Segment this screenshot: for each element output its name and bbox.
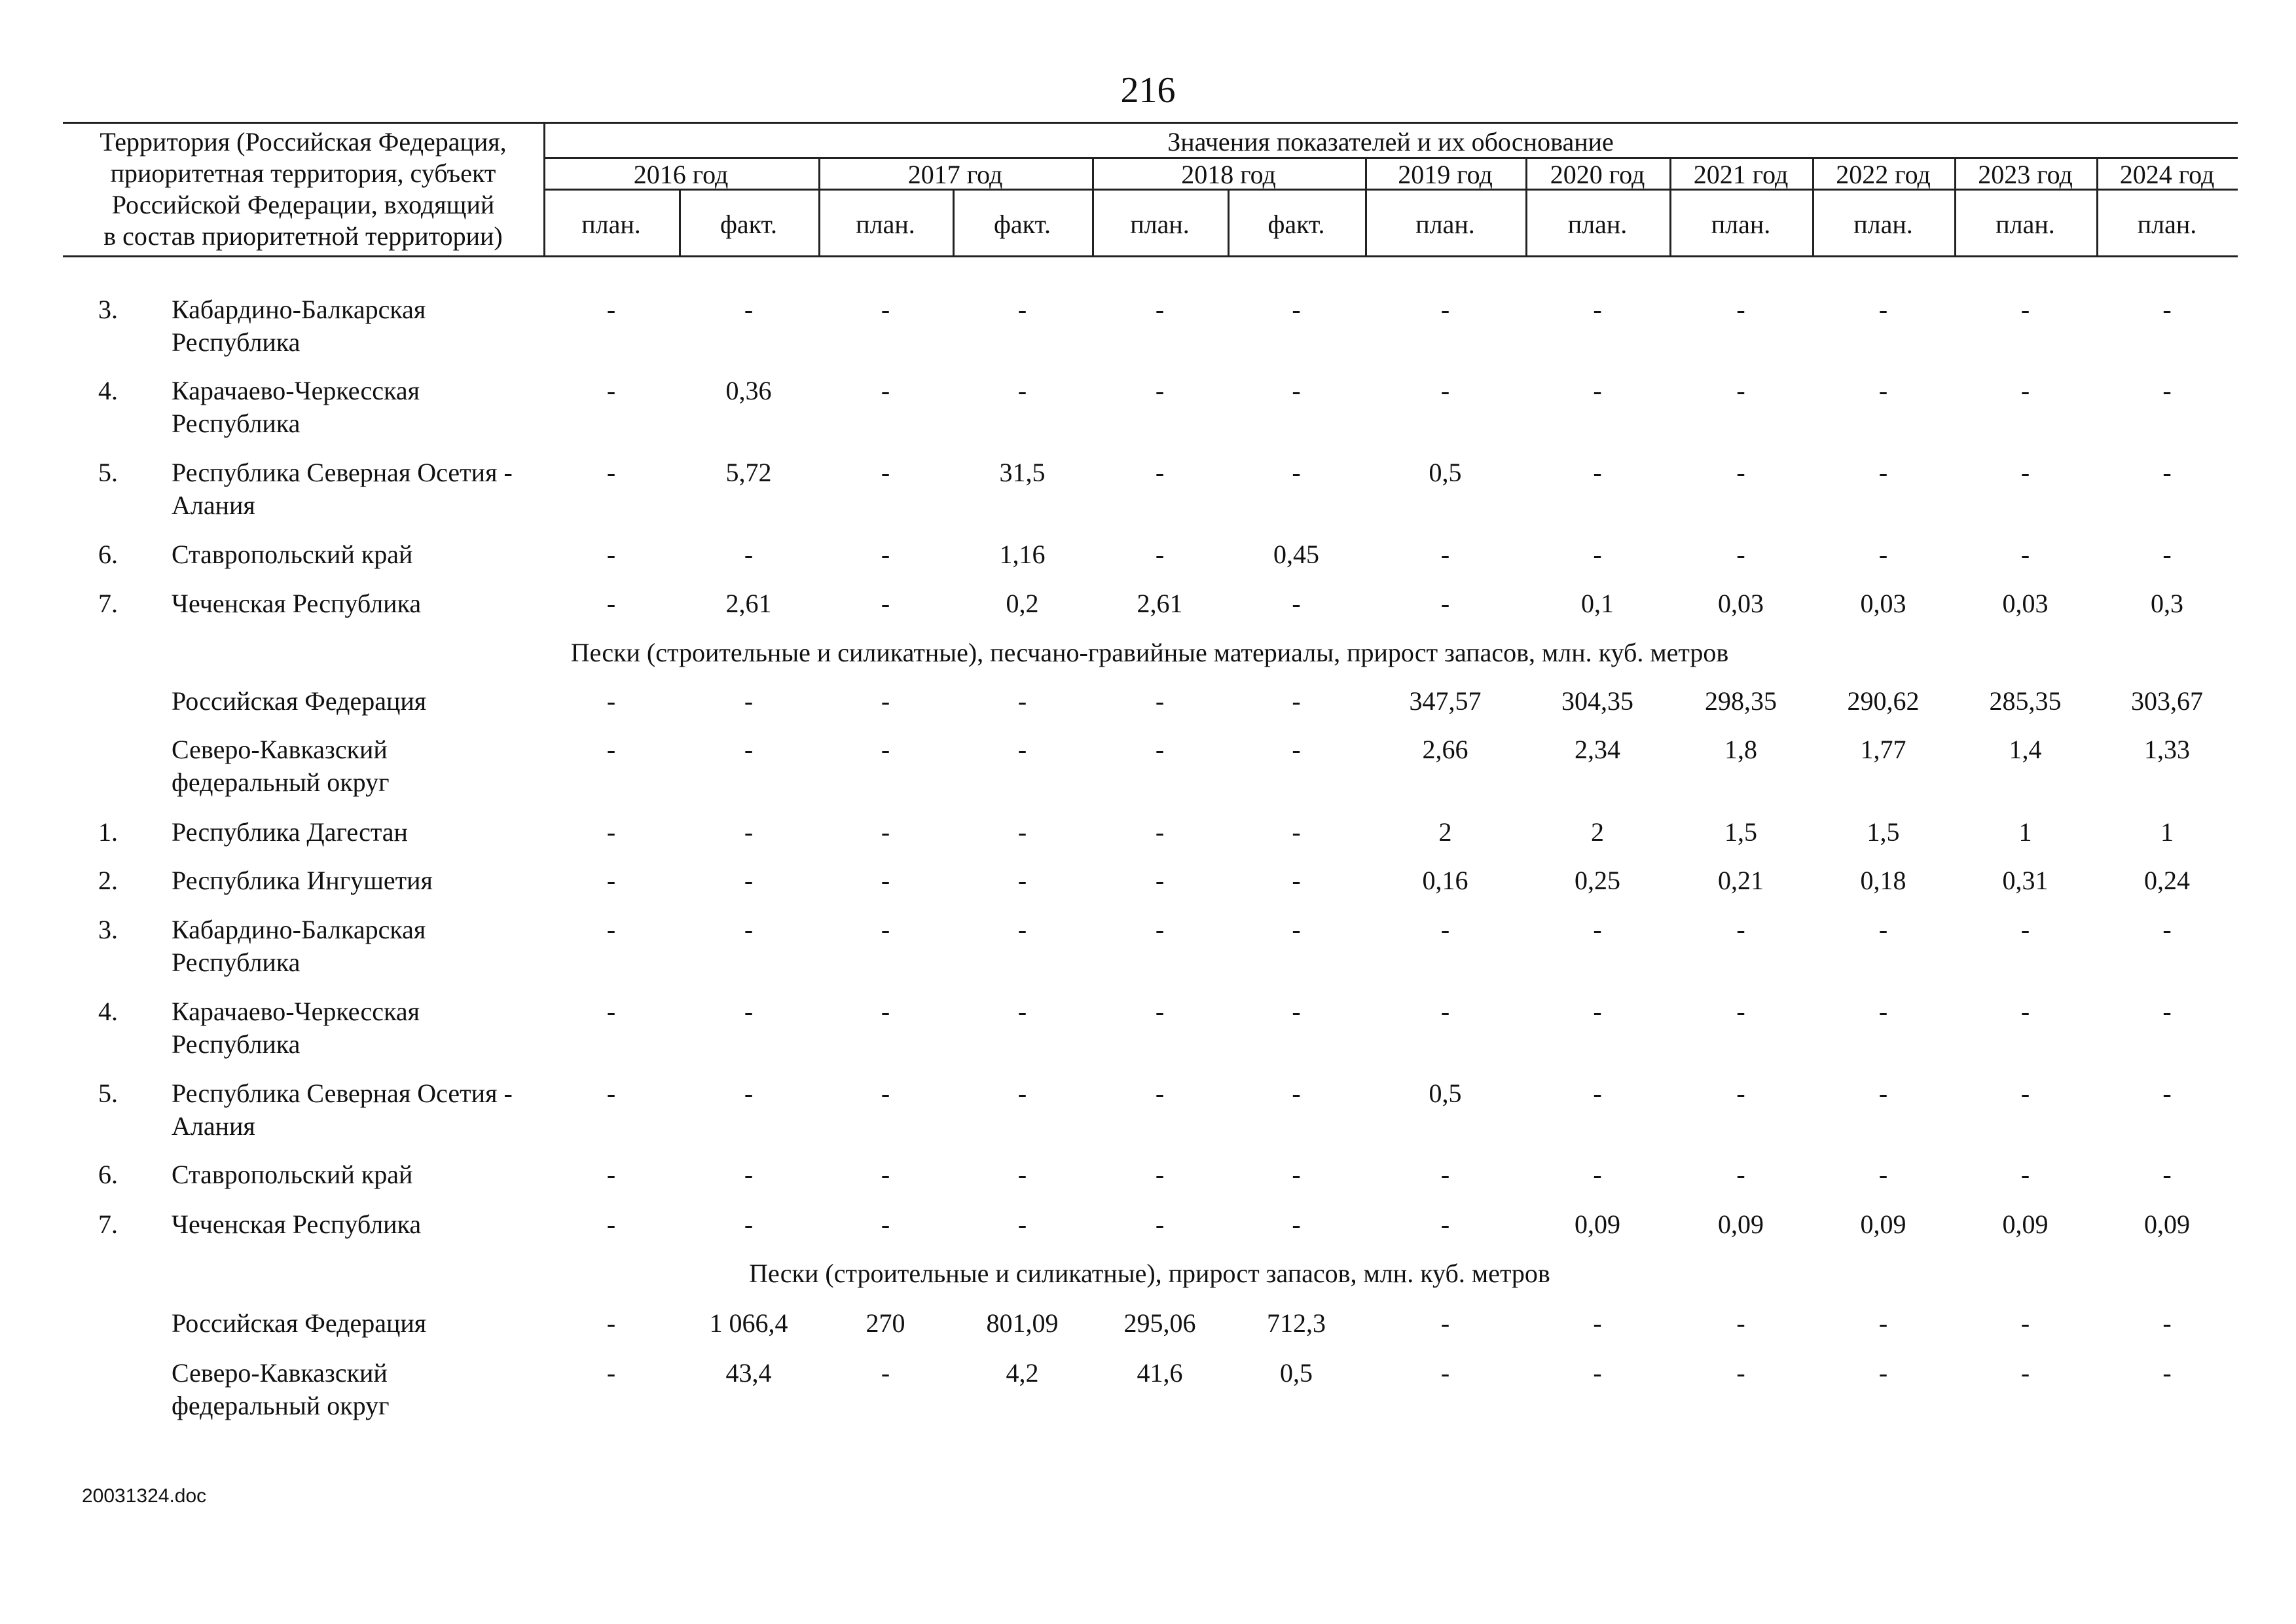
value-cell: - [1292,589,1301,618]
territory-name: федеральный округ [172,767,390,797]
value-cell: - [744,735,754,764]
value-cell: - [1292,295,1301,324]
value-cell: 5,72 [725,458,772,487]
value-cell: 270 [866,1308,905,1338]
value-cell: - [606,735,616,764]
value-cell: - [1878,1079,1888,1108]
row-number: 4. [98,997,118,1026]
value-cell: - [1593,295,1602,324]
territory-name: Алания [172,490,255,520]
value-cell: 801,09 [986,1308,1059,1338]
value-cell: 1,16 [999,540,1046,569]
value-cell: - [881,915,890,944]
value-cell: - [2020,295,2030,324]
value-cell: - [1017,997,1027,1026]
value-cell: - [1593,1358,1602,1388]
value-cell: 298,35 [1705,686,1777,716]
row-number: 2. [98,866,118,895]
value-cell: 31,5 [999,458,1046,487]
value-cell: - [606,1079,616,1108]
value-cell: - [2162,458,2172,487]
value-cell: 2 [1438,817,1452,847]
value-cell: - [881,458,890,487]
value-cell: - [1155,1209,1165,1239]
value-cell: - [744,686,754,716]
row-number: 5. [98,1079,118,1108]
value-cell: - [1292,1209,1301,1239]
value-cell: 1,8 [1724,735,1757,764]
territory-name: Алания [172,1111,255,1141]
value-cell: - [2162,915,2172,944]
value-cell: 0,03 [2002,589,2049,618]
row-number: 7. [98,589,118,618]
value-cell: - [1878,540,1888,569]
page-number: 216 [1120,70,1176,111]
territory-name: Чеченская Республика [172,1209,422,1239]
territory-name: Чеченская Республика [172,589,422,618]
value-cell: 0,36 [725,376,772,405]
value-cell: - [1155,1079,1165,1108]
value-cell: - [606,1160,616,1189]
year-header: 2018 год [1181,160,1276,189]
territory-name: Республика Северная Осетия - [172,1079,513,1108]
territory-name: Республика Дагестан [172,817,408,847]
value-cell: - [744,997,754,1026]
value-cell: - [1878,915,1888,944]
value-cell: 0,09 [1860,1209,1906,1239]
value-cell: 0,25 [1575,866,1620,895]
value-cell: - [2020,376,2030,405]
value-cell: 2 [1591,817,1604,847]
row-number: 6. [98,540,118,569]
territory-name: Кабардино-Балкарская [172,915,426,944]
section-heading: Пески (строительные и силикатные), прирост запасов, млн. куб. метров [749,1259,1550,1288]
value-cell: 290,62 [1847,686,1920,716]
value-cell: - [1878,1160,1888,1189]
value-cell: - [1292,735,1301,764]
value-cell: 0,16 [1422,866,1468,895]
value-cell: 1,5 [1724,817,1757,847]
value-cell: - [1017,1160,1027,1189]
value-cell: - [2020,1308,2030,1338]
value-cell: - [1292,915,1301,944]
value-cell: 304,35 [1561,686,1633,716]
value-cell: - [1155,540,1165,569]
value-cell: 0,03 [1718,589,1764,618]
value-cell: - [881,1079,890,1108]
value-cell: - [744,1209,754,1239]
value-cell: - [881,866,890,895]
subcol-header: план. [1853,210,1913,239]
row-number: 3. [98,295,118,324]
value-cell: - [606,376,616,405]
subcol-header: план. [1130,210,1190,239]
territory-header-line: в состав приоритетной территории) [103,221,503,251]
value-cell: - [606,997,616,1026]
section-heading: Пески (строительные и силикатные), песчано-гравийные материалы, прирост запасов, млн. куб. метров [570,638,1729,667]
value-cell: - [1593,915,1602,944]
value-cell: - [2162,295,2172,324]
value-cell: - [2162,1308,2172,1338]
value-cell: - [2020,1079,2030,1108]
value-cell: - [1155,295,1165,324]
subcol-header: факт. [1267,210,1325,239]
value-cell: - [1736,1308,1745,1338]
value-cell: - [606,915,616,944]
value-cell: 0,24 [2144,866,2190,895]
value-cell: - [1593,1160,1602,1189]
value-cell: 0,09 [1718,1209,1764,1239]
value-cell: - [2162,1160,2172,1189]
territory-name: Ставропольский край [172,540,413,569]
row-number: 4. [98,376,118,405]
value-cell: 0,31 [2002,866,2049,895]
value-cell: - [744,1079,754,1108]
value-cell: 2,34 [1575,735,1620,764]
territory-name: Республика Северная Осетия - [172,458,513,487]
value-cell: - [1292,686,1301,716]
year-header: 2019 год [1398,160,1493,189]
territory-name: Карачаево-Черкесская [172,997,420,1026]
subcol-header: план. [1415,210,1475,239]
subcol-header: план. [2137,210,2197,239]
value-cell: 0,21 [1718,866,1764,895]
value-cell: - [1593,376,1602,405]
value-cell: - [744,866,754,895]
value-cell: - [2162,1358,2172,1388]
value-cell: 1,4 [2009,735,2042,764]
value-cell: 0,03 [1860,589,1906,618]
row-number: 7. [98,1209,118,1239]
value-cell: - [881,997,890,1026]
value-cell: - [2020,1358,2030,1388]
value-cell: 347,57 [1409,686,1482,716]
value-cell: 1 066,4 [709,1308,788,1338]
value-cell: 2,66 [1422,735,1468,764]
value-cell: - [881,376,890,405]
value-cell: 43,4 [725,1358,772,1388]
value-cell: 0,09 [2144,1209,2190,1239]
value-cell: 303,67 [2131,686,2203,716]
value-cell: - [881,686,890,716]
value-cell: 0,45 [1273,540,1319,569]
value-cell: - [1736,376,1745,405]
value-cell: - [881,540,890,569]
value-cell: - [1292,1079,1301,1108]
value-cell: - [881,295,890,324]
value-cell: - [606,1209,616,1239]
value-cell: - [1440,1209,1450,1239]
value-cell: - [881,735,890,764]
value-cell: - [1155,735,1165,764]
year-header: 2023 год [1978,160,2073,189]
row-number: 5. [98,458,118,487]
value-cell: - [1440,376,1450,405]
value-cell: - [606,458,616,487]
value-cell: - [744,295,754,324]
row-number: 1. [98,817,118,847]
value-cell: - [2162,1079,2172,1108]
value-cell: - [606,817,616,847]
value-cell: - [2020,540,2030,569]
value-cell: 1,33 [2144,735,2190,764]
value-cell: 0,1 [1581,589,1614,618]
value-cell: - [2162,540,2172,569]
value-cell: 4,2 [1006,1358,1039,1388]
year-header: 2017 год [907,160,1003,189]
value-cell: - [1878,1358,1888,1388]
territory-name: Республика [172,327,301,357]
territory-name: Республика [172,1029,301,1059]
territory-name: Российская Федерация [172,686,427,716]
value-cell: - [1155,817,1165,847]
value-cell: 1 [2160,817,2174,847]
territory-header-line: Территория (Российская Федерация, [100,127,507,157]
value-cell: - [1736,915,1745,944]
value-cell: 1,77 [1860,735,1906,764]
value-cell: 285,35 [1989,686,2062,716]
value-cell: 2,61 [725,589,772,618]
value-cell: - [744,817,754,847]
value-cell: - [1017,376,1027,405]
value-cell: - [744,540,754,569]
value-cell: - [1017,1079,1027,1108]
value-cell: - [744,915,754,944]
value-cell: - [1292,866,1301,895]
header-bottom-rule [63,255,2238,257]
values-title: Значения показателей и их обоснование [1167,127,1614,157]
value-cell: - [1878,295,1888,324]
value-cell: - [606,1358,616,1388]
value-cell: - [1593,997,1602,1026]
value-cell: 0,3 [2151,589,2183,618]
value-cell: 1 [2018,817,2032,847]
year-header: 2024 год [2119,160,2215,189]
value-cell: - [881,817,890,847]
value-cell: - [881,589,890,618]
value-cell: - [1593,1308,1602,1338]
value-cell: - [1440,1308,1450,1338]
value-cell: - [1017,866,1027,895]
value-cell: - [1017,1209,1027,1239]
territory-name: Республика Ингушетия [172,866,433,895]
value-cell: - [1593,1079,1602,1108]
value-cell: - [1736,540,1745,569]
territory-name: Ставропольский край [172,1160,413,1189]
subcol-header: план. [1711,210,1771,239]
year-header: 2021 год [1693,160,1789,189]
value-cell: - [1440,1160,1450,1189]
territory-header-line: приоритетная территория, субъект [110,158,496,188]
value-cell: 0,5 [1429,458,1462,487]
value-cell: - [1292,458,1301,487]
value-cell: - [1736,458,1745,487]
value-cell: - [1878,376,1888,405]
value-cell: 0,18 [1860,866,1906,895]
value-cell: - [1017,817,1027,847]
value-cell: - [606,540,616,569]
value-cell: - [1736,997,1745,1026]
territory-name: Карачаево-Черкесская [172,376,420,405]
value-cell: 295,06 [1123,1308,1196,1338]
value-cell: - [1292,1160,1301,1189]
territory-name: Северо-Кавказский [172,1358,388,1388]
row-number: 6. [98,1160,118,1189]
value-cell: - [1017,295,1027,324]
value-cell: - [1292,997,1301,1026]
subcol-header: факт. [993,210,1051,239]
value-cell: 0,09 [2002,1209,2049,1239]
territory-header-line: Российской Федерации, входящий [111,190,495,219]
territory-name: Республика [172,409,301,438]
value-cell: - [1440,997,1450,1026]
value-cell: - [2162,997,2172,1026]
value-cell: - [2020,915,2030,944]
subcol-header: план. [856,210,915,239]
year-header: 2022 год [1836,160,1931,189]
value-cell: - [606,589,616,618]
value-cell: - [1292,817,1301,847]
value-cell: - [1736,1079,1745,1108]
value-cell: - [606,866,616,895]
value-cell: - [881,1358,890,1388]
value-cell: - [1593,458,1602,487]
value-cell: - [1440,295,1450,324]
value-cell: - [1155,376,1165,405]
territory-name: Республика [172,948,301,977]
value-cell: 1,5 [1867,817,1900,847]
value-cell: - [2020,997,2030,1026]
value-cell: - [1593,540,1602,569]
value-cell: 0,5 [1429,1079,1462,1108]
value-cell: 2,61 [1137,589,1183,618]
subcol-header: факт. [720,210,778,239]
value-cell: - [2020,1160,2030,1189]
territory-name: Северо-Кавказский [172,735,388,764]
value-cell: 712,3 [1267,1308,1326,1338]
value-cell: - [1017,735,1027,764]
value-cell: - [606,1308,616,1338]
value-cell: - [881,1160,890,1189]
value-cell: - [1736,1160,1745,1189]
subcol-divider [953,189,955,255]
value-cell: - [1155,1160,1165,1189]
value-cell: - [1878,458,1888,487]
territory-name: Российская Федерация [172,1308,427,1338]
territory-name: Кабардино-Балкарская [172,295,426,324]
value-cell: 0,09 [1575,1209,1620,1239]
document-filename: 20031324.doc [82,1485,207,1507]
value-cell: - [1155,686,1165,716]
subcol-header: план. [1567,210,1628,239]
territory-name: федеральный округ [172,1391,390,1420]
subcol-header: план. [1995,210,2055,239]
value-cell: - [1292,376,1301,405]
value-cell: - [1736,295,1745,324]
value-cell: - [1878,997,1888,1026]
value-cell: - [1440,589,1450,618]
value-cell: - [1017,686,1027,716]
row-number: 3. [98,915,118,944]
value-cell: - [1440,540,1450,569]
subcol-divider [679,189,681,255]
value-cell: - [1155,866,1165,895]
value-cell: - [744,1160,754,1189]
value-cell: - [606,686,616,716]
value-cell: - [1017,915,1027,944]
value-cell: - [881,1209,890,1239]
year-header: 2016 год [633,160,729,189]
value-cell: 41,6 [1137,1358,1183,1388]
value-cell: - [2020,458,2030,487]
value-cell: - [1155,458,1165,487]
value-cell: - [1736,1358,1745,1388]
value-cell: - [2162,376,2172,405]
value-cell: - [1155,997,1165,1026]
value-cell: - [1155,915,1165,944]
value-cell: - [1878,1308,1888,1338]
value-cell: - [1440,1358,1450,1388]
value-cell: 0,2 [1006,589,1039,618]
value-cell: 0,5 [1280,1358,1313,1388]
value-cell: - [606,295,616,324]
subcol-header: план. [581,210,641,239]
subcol-divider [1228,189,1230,255]
year-header: 2020 год [1550,160,1645,189]
value-cell: - [1440,915,1450,944]
header-top-rule [63,122,2238,124]
